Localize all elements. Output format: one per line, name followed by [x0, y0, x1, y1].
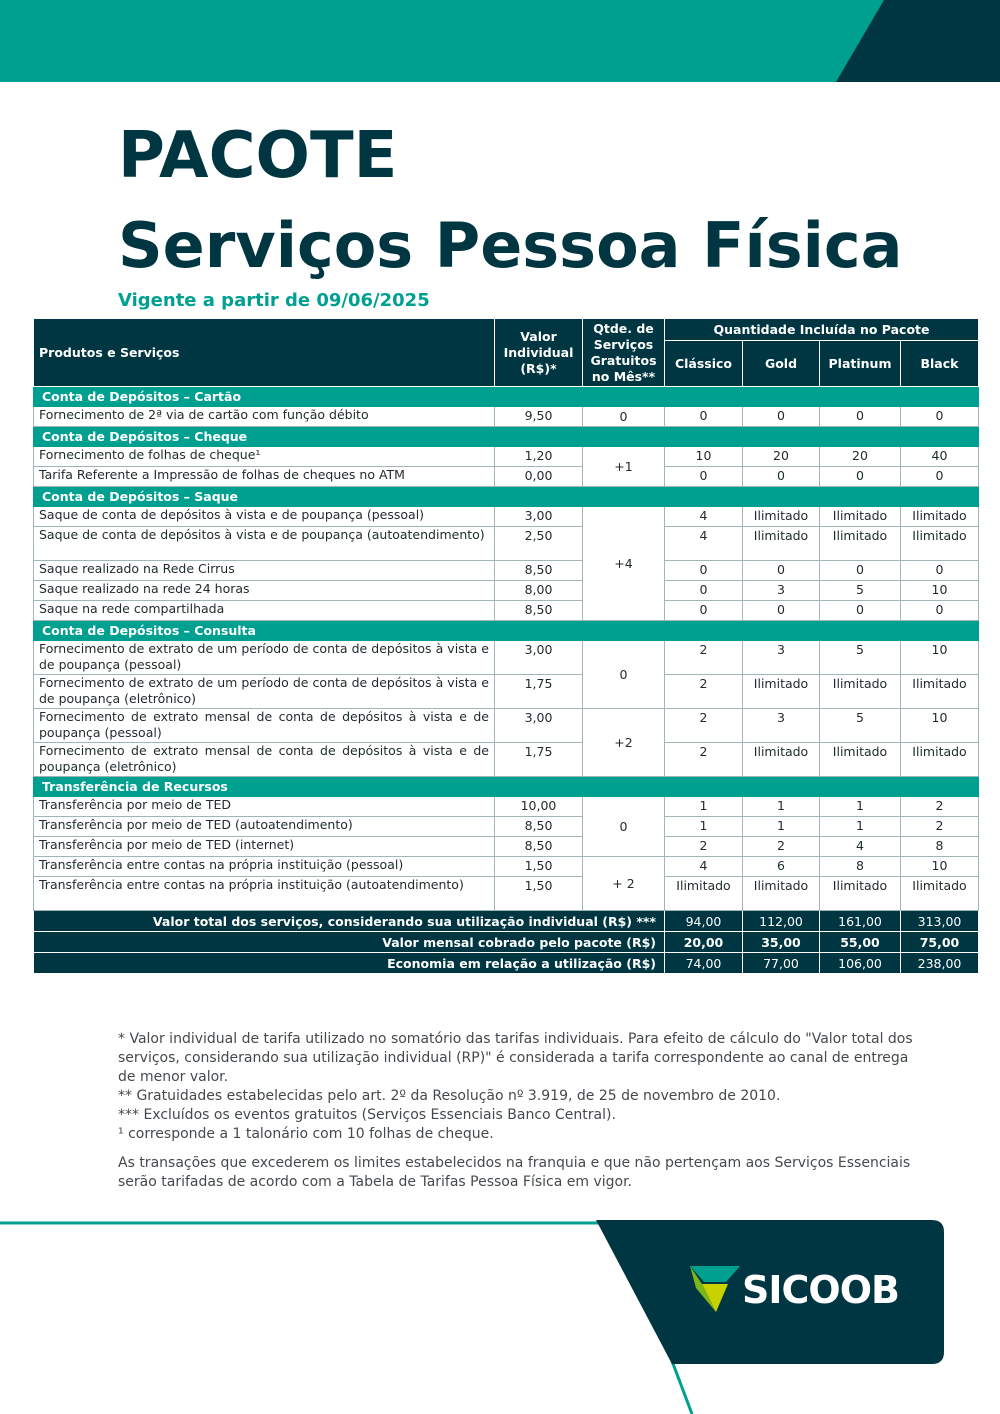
plan-qty: 10: [901, 857, 979, 877]
plan-qty: Ilimitado: [743, 877, 820, 911]
table-row: [34, 467, 979, 487]
individual-value: 8,50: [495, 561, 583, 581]
total-row-individual: [34, 911, 979, 932]
footnote-1: * Valor individual de tarifa utilizado no somatório das tarifas individuais. Para efeito de cálculo do "Valor total dos serviços, considerando sua utilização individual (RP)" é considerada a tarifa correspondente ao canal de entrega de menor valor.: [118, 1031, 913, 1085]
total-value: 94,00: [665, 911, 743, 932]
individual-value: 3,00: [495, 507, 583, 527]
plan-qty: Ilimitado: [820, 527, 901, 561]
sicoob-symbol-icon: [688, 1262, 742, 1316]
product-name: Transferência por meio de TED (autoatendimento): [34, 817, 495, 837]
total-label: Valor mensal cobrado pelo pacote (R$): [34, 932, 665, 953]
section-header: [34, 387, 979, 407]
plan-qty: Ilimitado: [901, 743, 979, 777]
product-name: Fornecimento de extrato de um período de conta de depósitos à vista e de poupança (eletrônico): [34, 675, 495, 709]
total-value: 313,00: [901, 911, 979, 932]
plan-qty: 2: [665, 641, 743, 675]
plan-qty: 8: [820, 857, 901, 877]
plan-qty: 3: [743, 709, 820, 743]
plan-qty: 4: [820, 837, 901, 857]
total-value: 238,00: [901, 953, 979, 974]
table-row: [34, 857, 979, 877]
plan-qty: 0: [665, 581, 743, 601]
plan-qty: Ilimitado: [901, 675, 979, 709]
plan-qty: 2: [665, 709, 743, 743]
plan-qty: Ilimitado: [743, 743, 820, 777]
free-qty: +1: [583, 447, 665, 487]
total-value: 112,00: [743, 911, 820, 932]
individual-value: 8,50: [495, 817, 583, 837]
section-header: [34, 487, 979, 507]
plan-qty: 5: [820, 641, 901, 675]
table-row: [34, 641, 979, 675]
section-header: [34, 777, 979, 797]
individual-value: 1,50: [495, 857, 583, 877]
free-qty: + 2: [583, 857, 665, 911]
product-name: Fornecimento de 2ª via de cartão com função débito: [34, 407, 495, 427]
sicoob-logo: [688, 1262, 908, 1318]
table-row: [34, 797, 979, 817]
plan-qty: 1: [665, 797, 743, 817]
product-name: Fornecimento de extrato mensal de conta de depósitos à vista e de poupança (pessoal): [34, 709, 495, 743]
product-name: Saque realizado na rede 24 horas: [34, 581, 495, 601]
plan-qty: 1: [820, 817, 901, 837]
total-value: 74,00: [665, 953, 743, 974]
plan-qty: 40: [901, 447, 979, 467]
section-title: Transferência de Recursos: [34, 777, 979, 797]
product-name: Saque de conta de depósitos à vista e de poupança (pessoal): [34, 507, 495, 527]
plan-qty: 0: [901, 467, 979, 487]
plan-qty: 0: [743, 561, 820, 581]
plan-qty: 0: [820, 407, 901, 427]
plan-qty: 3: [743, 641, 820, 675]
table-row: [34, 527, 979, 561]
table-row: [34, 581, 979, 601]
total-value: 55,00: [820, 932, 901, 953]
product-name: Fornecimento de extrato de um período de conta de depósitos à vista e de poupança (pessoal): [34, 641, 495, 675]
individual-value: 9,50: [495, 407, 583, 427]
table-row: [34, 561, 979, 581]
footnotes: [118, 1030, 918, 1192]
plan-qty: 2: [901, 797, 979, 817]
free-qty: +2: [583, 709, 665, 777]
individual-value: 10,00: [495, 797, 583, 817]
product-name: Tarifa Referente a Impressão de folhas de cheques no ATM: [34, 467, 495, 487]
plan-qty: 1: [743, 817, 820, 837]
plan-qty: 0: [820, 467, 901, 487]
individual-value: 1,20: [495, 447, 583, 467]
plan-qty: Ilimitado: [665, 877, 743, 911]
plan-qty: Ilimitado: [743, 507, 820, 527]
plan-qty: 5: [820, 581, 901, 601]
individual-value: 1,50: [495, 877, 583, 911]
individual-value: 1,75: [495, 675, 583, 709]
plan-qty: 2: [665, 837, 743, 857]
plan-qty: 1: [665, 817, 743, 837]
plan-qty: 0: [820, 561, 901, 581]
table-row: [34, 407, 979, 427]
plan-qty: Ilimitado: [820, 877, 901, 911]
plan-qty: 6: [743, 857, 820, 877]
free-qty: 0: [583, 641, 665, 709]
plan-qty: Ilimitado: [820, 743, 901, 777]
plan-qty: Ilimitado: [901, 507, 979, 527]
plan-qty: 20: [743, 447, 820, 467]
logo-wordmark: SICOOB: [742, 1268, 899, 1312]
free-qty: +4: [583, 507, 665, 621]
product-name: Transferência por meio de TED (internet): [34, 837, 495, 857]
total-value: 35,00: [743, 932, 820, 953]
plan-qty: Ilimitado: [820, 507, 901, 527]
header-included-group: Quantidade Incluída no Pacote: [665, 319, 979, 341]
individual-value: 2,50: [495, 527, 583, 561]
free-qty: 0: [583, 797, 665, 857]
plan-qty: 0: [743, 467, 820, 487]
section-title: Conta de Depósitos – Consulta: [34, 621, 979, 641]
total-value: 20,00: [665, 932, 743, 953]
product-name: Saque na rede compartilhada: [34, 601, 495, 621]
individual-value: 8,50: [495, 601, 583, 621]
plan-qty: Ilimitado: [901, 527, 979, 561]
page-title-line1: PACOTE: [118, 119, 398, 193]
plan-qty: 1: [820, 797, 901, 817]
section-title: Conta de Depósitos – Cartão: [34, 387, 979, 407]
plan-qty: 0: [901, 561, 979, 581]
plan-qty: 0: [820, 601, 901, 621]
total-row-package: [34, 932, 979, 953]
plan-qty: 2: [665, 675, 743, 709]
table-row: [34, 743, 979, 777]
header-plan-classico: Clássico: [665, 341, 743, 387]
individual-value: 0,00: [495, 467, 583, 487]
section-header: [34, 621, 979, 641]
header-plan-gold: Gold: [743, 341, 820, 387]
plan-qty: 0: [665, 561, 743, 581]
product-name: Fornecimento de folhas de cheque¹: [34, 447, 495, 467]
footnote-4: ¹ corresponde a 1 talonário com 10 folhas de cheque.: [118, 1126, 494, 1142]
header-plan-platinum: Platinum: [820, 341, 901, 387]
plan-qty: 0: [665, 467, 743, 487]
product-name: Saque de conta de depósitos à vista e de poupança (autoatendimento): [34, 527, 495, 561]
plan-qty: 2: [901, 817, 979, 837]
plan-qty: 8: [901, 837, 979, 857]
individual-value: 3,00: [495, 641, 583, 675]
section-header: [34, 427, 979, 447]
tariff-table: [33, 318, 979, 974]
total-value: 77,00: [743, 953, 820, 974]
plan-qty: 4: [665, 527, 743, 561]
plan-qty: Ilimitado: [743, 675, 820, 709]
plan-qty: 1: [743, 797, 820, 817]
plan-qty: 3: [743, 581, 820, 601]
free-qty: 0: [583, 407, 665, 427]
table-row: [34, 447, 979, 467]
total-value: 75,00: [901, 932, 979, 953]
plan-qty: 2: [665, 743, 743, 777]
plan-qty: Ilimitado: [901, 877, 979, 911]
header-plan-black: Black: [901, 341, 979, 387]
plan-qty: 10: [901, 581, 979, 601]
plan-qty: 0: [665, 407, 743, 427]
table-row: [34, 877, 979, 911]
total-label: Economia em relação a utilização (R$): [34, 953, 665, 974]
table-row: [34, 837, 979, 857]
plan-qty: 2: [743, 837, 820, 857]
table-row: [34, 675, 979, 709]
plan-qty: 10: [901, 709, 979, 743]
header-free-qty: Qtde. de Serviços Gratuitos no Mês**: [583, 319, 665, 387]
plan-qty: 10: [901, 641, 979, 675]
plan-qty: 0: [901, 407, 979, 427]
plan-qty: 0: [743, 407, 820, 427]
header-value: Valor Individual (R$)*: [495, 319, 583, 387]
validity-date: Vigente a partir de 09/06/2025: [118, 290, 430, 311]
table-row: [34, 709, 979, 743]
plan-qty: 10: [665, 447, 743, 467]
footnote-2: ** Gratuidades estabelecidas pelo art. 2º da Resolução nº 3.919, de 25 de novembro de 2010.: [118, 1088, 781, 1104]
individual-value: 1,75: [495, 743, 583, 777]
footnote-3: *** Excluídos os eventos gratuitos (Serviços Essenciais Banco Central).: [118, 1107, 616, 1123]
product-name: Transferência entre contas na própria instituição (autoatendimento): [34, 877, 495, 911]
plan-qty: Ilimitado: [820, 675, 901, 709]
plan-qty: 0: [665, 601, 743, 621]
plan-qty: 0: [901, 601, 979, 621]
section-title: Conta de Depósitos – Saque: [34, 487, 979, 507]
total-value: 161,00: [820, 911, 901, 932]
plan-qty: 0: [743, 601, 820, 621]
plan-qty: 4: [665, 857, 743, 877]
total-value: 106,00: [820, 953, 901, 974]
product-name: Saque realizado na Rede Cirrus: [34, 561, 495, 581]
page-title-line2: Serviços Pessoa Física: [118, 209, 903, 282]
product-name: Transferência por meio de TED: [34, 797, 495, 817]
disclaimer: As transações que excederem os limites estabelecidos na franquia e que não pertençam aos Serviços Essenciais serão tarifadas de acordo com a Tabela de Tarifas Pessoa Física em vigor.: [118, 1155, 911, 1190]
plan-qty: 20: [820, 447, 901, 467]
table-row: [34, 507, 979, 527]
product-name: Fornecimento de extrato mensal de conta de depósitos à vista e de poupança (eletrônico): [34, 743, 495, 777]
individual-value: 8,00: [495, 581, 583, 601]
total-label: Valor total dos serviços, considerando sua utilização individual (R$) ***: [34, 911, 665, 932]
top-decorative-band: [0, 0, 1000, 82]
section-title: Conta de Depósitos – Cheque: [34, 427, 979, 447]
plan-qty: Ilimitado: [743, 527, 820, 561]
header-product: Produtos e Serviços: [34, 319, 495, 387]
table-row: [34, 817, 979, 837]
product-name: Transferência entre contas na própria instituição (pessoal): [34, 857, 495, 877]
individual-value: 3,00: [495, 709, 583, 743]
individual-value: 8,50: [495, 837, 583, 857]
table-row: [34, 601, 979, 621]
plan-qty: 4: [665, 507, 743, 527]
plan-qty: 5: [820, 709, 901, 743]
total-row-savings: [34, 953, 979, 974]
